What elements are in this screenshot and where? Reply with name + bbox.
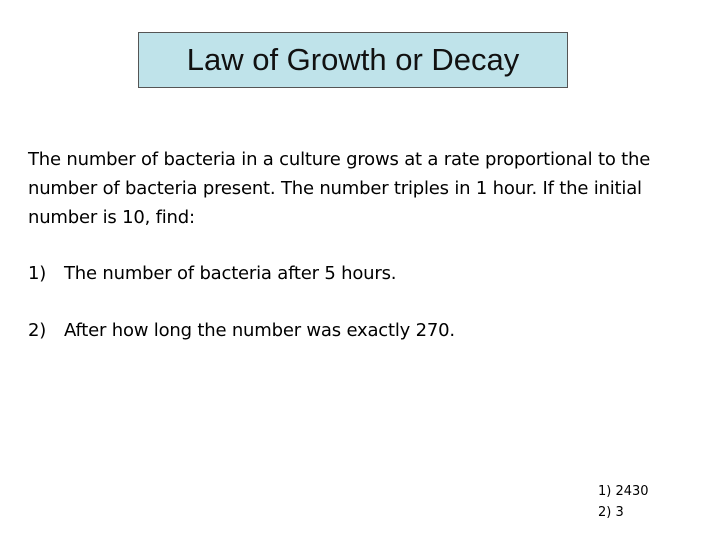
answers-box — [598, 481, 649, 523]
question-text: The number of bacteria after 5 hours. — [64, 263, 397, 284]
answer-line: 1) 2430 — [598, 484, 649, 499]
question-item — [28, 316, 455, 345]
problem-statement: The number of bacteria in a culture grows at a rate proportional to the number of bacteria present. The number triples in 1 hour. If the initial number is 10, find: — [28, 149, 651, 228]
question-number: 1) — [28, 263, 47, 284]
question-item — [28, 259, 396, 288]
question-text: After how long the number was exactly 270. — [64, 320, 455, 341]
question-number: 2) — [28, 320, 47, 341]
slide-title: Law of Growth or Decay — [186, 42, 520, 77]
answer-line: 2) 3 — [598, 505, 624, 520]
title-box — [138, 32, 568, 88]
